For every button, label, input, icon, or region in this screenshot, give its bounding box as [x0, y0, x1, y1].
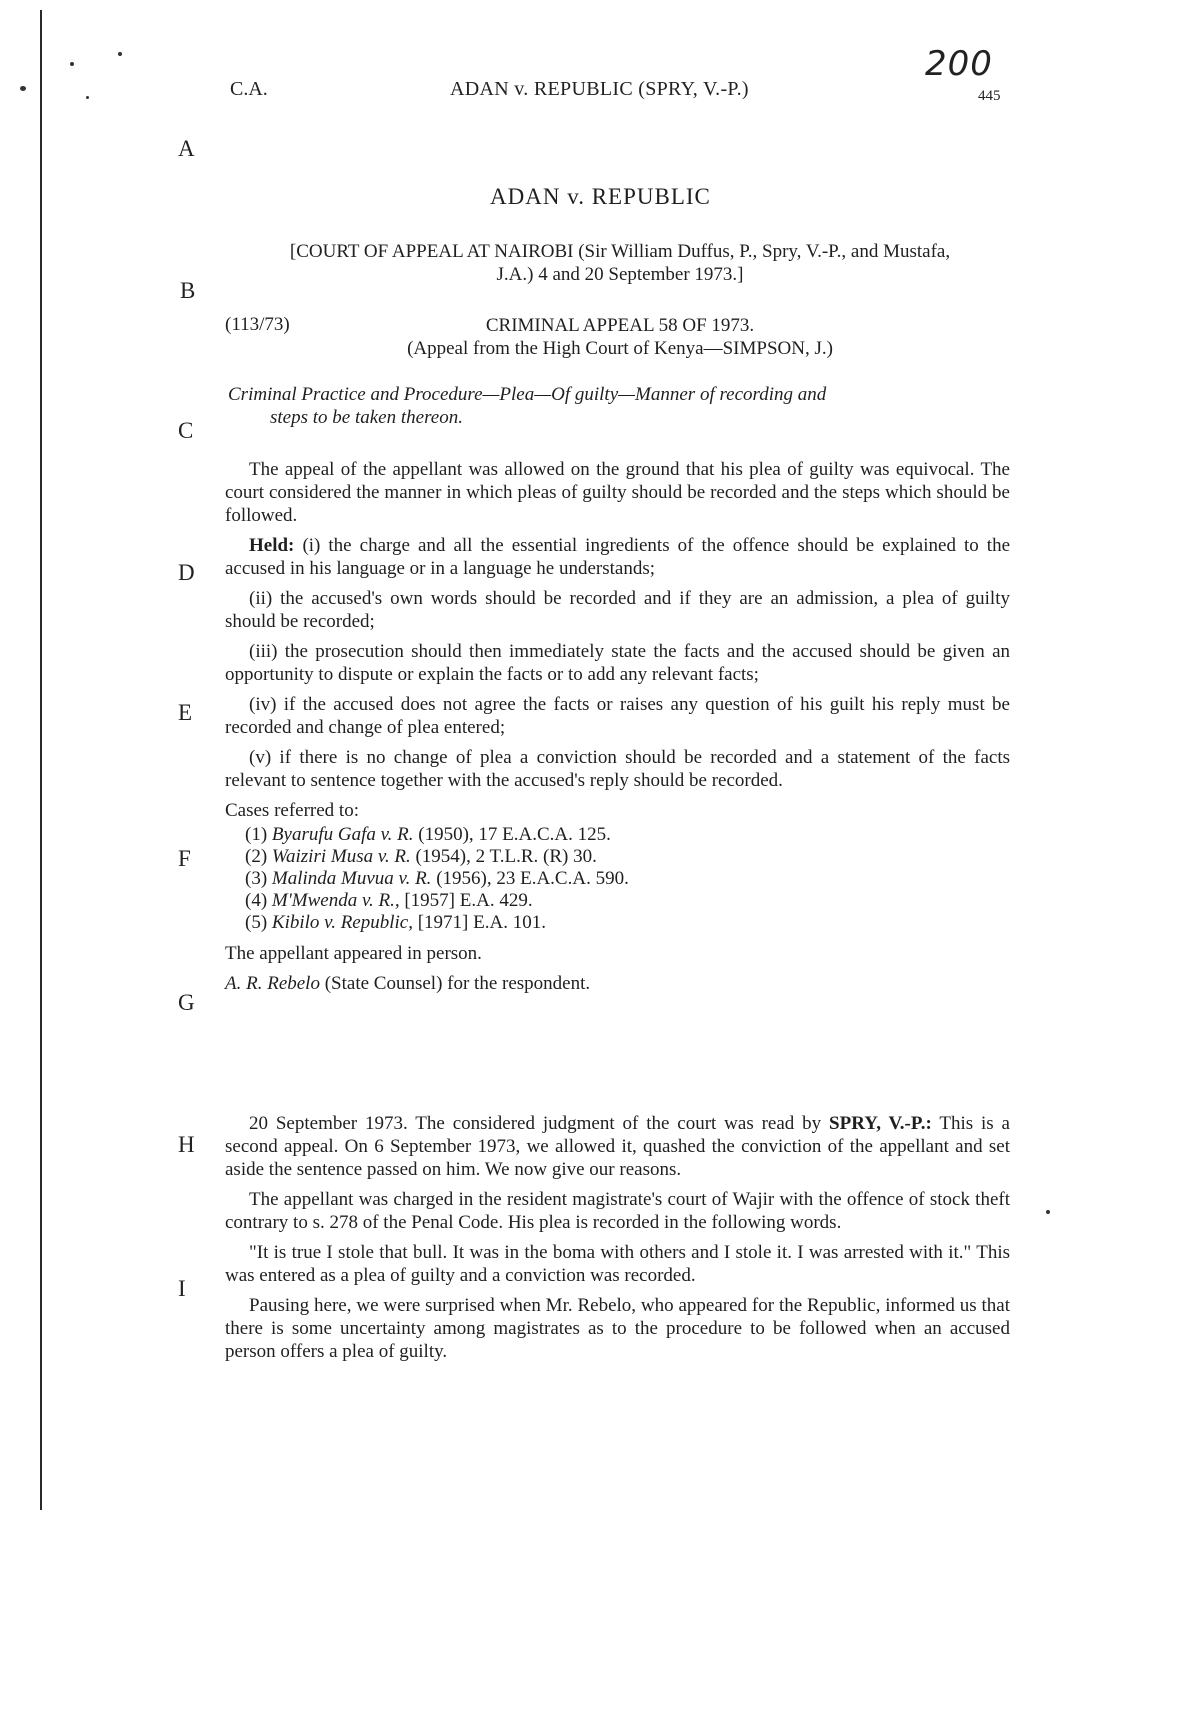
appearance-respondent: A. R. Rebelo (State Counsel) for the respondent. [225, 973, 591, 994]
margin-letter-i: I [178, 1276, 186, 1301]
case-citation: (1) Byarufu Gafa v. R. (1950), 17 E.A.C.A. 125. [245, 824, 611, 845]
margin-letter-g: G [178, 990, 195, 1015]
case-citation: (3) Malinda Muvua v. R. (1956), 23 E.A.C.A. 590. [245, 868, 629, 889]
case-name: M'Mwenda v. R., [271, 890, 400, 911]
judgment-date: 20 September 1973. [249, 1113, 408, 1134]
counsel-name: A. R. Rebelo [225, 973, 320, 994]
margin-letter-b: B [180, 278, 196, 303]
running-head-title: ADAN v. REPUBLIC (SPRY, V.-P.) [450, 78, 749, 100]
scan-speck [1046, 1210, 1050, 1214]
scan-speck [118, 52, 122, 56]
held-point: (v) if there is no change of plea a conviction should be recorded and a statement of the facts relevant to sentence together with the accused's reply should be recorded. [225, 747, 1010, 791]
held-label: Held: [249, 535, 295, 556]
binding-margin-line [40, 10, 42, 1510]
judge-name: SPRY, V.-P.: [829, 1113, 932, 1134]
judgment-paragraph: The appellant was charged in the resident magistrate's court of Wajir with the offence of stock theft contrary to s. 278 of the Penal Code. His plea is recorded in the following words. [225, 1189, 1010, 1233]
appeal-details [340, 314, 900, 360]
catchwords-line: steps to be taken thereon. [270, 407, 463, 428]
margin-letter-d: D [178, 560, 195, 585]
judgment-paragraph: Pausing here, we were surprised when Mr. Rebelo, who appeared for the Republic, informed us that there is some uncertainty among magistrates as to the procedure to be followed when an accused person offers a plea of guilty. [225, 1295, 1010, 1362]
case-citation: (5) Kibilo v. Republic, [1971] E.A. 101. [245, 912, 546, 933]
held-point: (iv) if the accused does not agree the facts or raises any question of his guilt his reply must be recorded and change of plea entered; [225, 694, 1010, 738]
scan-speck [20, 86, 26, 91]
cases-heading: Cases referred to: [225, 800, 359, 821]
judgment-paragraph: 20 September 1973. The considered judgment of the court was read by SPRY, V.-P.: This is a second appeal. On 6 September 1973, we allowed it, quashed the conviction of the appellant and set aside the sentence passed on him. We now give our reasons. [225, 1113, 1010, 1180]
judgment-paragraph: "It is true I stole that bull. It was in the boma with others and I stole it. I was arrested with it." This was entered as a plea of guilty and a conviction was recorded. [225, 1242, 1010, 1286]
case-name: Malinda Muvua v. R. [271, 868, 432, 889]
margin-letter-f: F [178, 846, 191, 871]
case-name: Byarufu Gafa v. R. [271, 824, 414, 845]
court-details [225, 240, 1015, 286]
cases-list [225, 824, 1010, 934]
report-number: (113/73) [225, 314, 290, 335]
appeal-number: CRIMINAL APPEAL 58 OF 1973. [485, 315, 755, 336]
margin-letter-a: A [178, 136, 195, 161]
appeal-origin: (Appeal from the High Court of Kenya—SIMPSON, J.) [407, 338, 833, 359]
appearance-appellant: The appellant appeared in person. [225, 943, 482, 964]
page-number: 445 [978, 88, 1001, 104]
held-point: (iii) the prosecution should then immediately state the facts and the accused should be given an opportunity to dispute or explain the facts or to add any relevant facts; [225, 641, 1010, 685]
case-name: Kibilo v. Republic, [271, 912, 413, 933]
case-title: ADAN v. REPUBLIC [490, 184, 711, 209]
running-head-left: C.A. [230, 78, 268, 100]
headnote-section [225, 458, 1010, 1002]
held-point: (i) the charge and all the essential ingredients of the offence should be explained to the accused in his language or in a language he understands; [225, 535, 1011, 579]
case-citation: (2) Waiziri Musa v. R. (1954), 2 T.L.R. (R) 30. [245, 846, 597, 867]
headnote-paragraph: The appeal of the appellant was allowed on the ground that his plea of guilty was equivocal. The court considered the manner in which pleas of guilty should be recorded and the steps which should be followed. [225, 459, 1010, 526]
held-point: (ii) the accused's own words should be recorded and if they are an admission, a plea of guilty should be recorded; [225, 588, 1010, 632]
catchwords [228, 383, 1008, 429]
scan-speck [86, 96, 89, 99]
case-citation: (4) M'Mwenda v. R., [1957] E.A. 429. [245, 890, 533, 911]
margin-letter-e: E [178, 700, 193, 725]
held-paragraph [225, 534, 1010, 580]
scan-speck [70, 62, 74, 66]
judgment-section [225, 1112, 1010, 1370]
margin-letter-c: C [178, 418, 194, 443]
catchwords-line: Criminal Practice and Procedure—Plea—Of guilty—Manner of recording and [228, 384, 827, 405]
court-line: [COURT OF APPEAL AT NAIROBI (Sir William Duffus, P., Spry, V.-P., and Mustafa, [289, 241, 951, 262]
case-name: Waiziri Musa v. R. [271, 846, 411, 867]
handwritten-folio-number: 200 [925, 44, 993, 84]
court-line: J.A.) 4 and 20 September 1973.] [496, 264, 744, 285]
margin-letter-h: H [178, 1132, 195, 1157]
